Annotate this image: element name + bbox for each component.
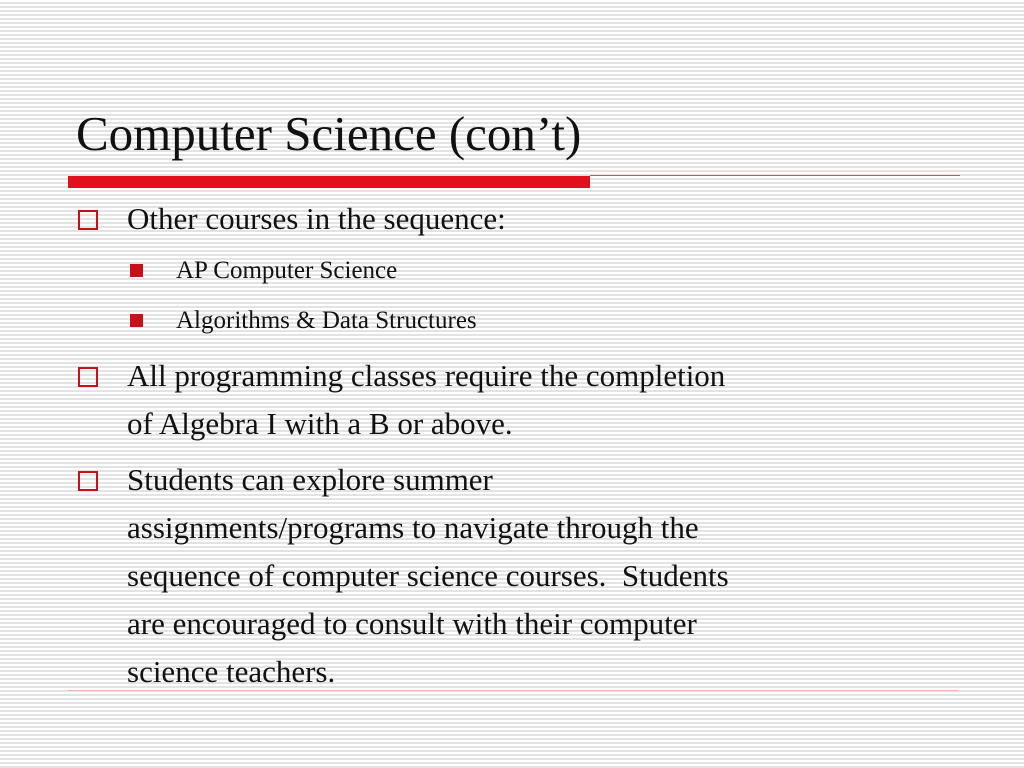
- sub-bullet-text: Algorithms & Data Structures: [176, 307, 477, 334]
- bullet-text: Other courses in the sequence:: [127, 201, 506, 236]
- bullet-line: Students can explore summer: [127, 462, 493, 497]
- bullet-text: [127, 456, 927, 696]
- bullet-line: All programming classes require the completion: [127, 358, 726, 393]
- footer-divider: [68, 690, 958, 691]
- bullet-line: sequence of computer science courses. Students: [127, 558, 729, 593]
- bullet-line: assignments/programs to navigate through the: [127, 510, 699, 545]
- slide-title: Computer Science (con’t): [76, 106, 582, 161]
- hollow-square-bullet-icon: [78, 210, 98, 230]
- sub-bullet-text: AP Computer Science: [176, 257, 398, 284]
- bullet-line: of Algebra I with a B or above.: [127, 406, 513, 441]
- bullet-line: science teachers.: [127, 654, 336, 689]
- bullet-line: are encouraged to consult with their computer: [127, 606, 697, 641]
- bullet-text: [127, 352, 927, 448]
- filled-square-bullet-icon: [130, 264, 143, 277]
- hollow-square-bullet-icon: [78, 367, 98, 387]
- hollow-square-bullet-icon: [78, 471, 98, 491]
- filled-square-bullet-icon: [130, 314, 143, 327]
